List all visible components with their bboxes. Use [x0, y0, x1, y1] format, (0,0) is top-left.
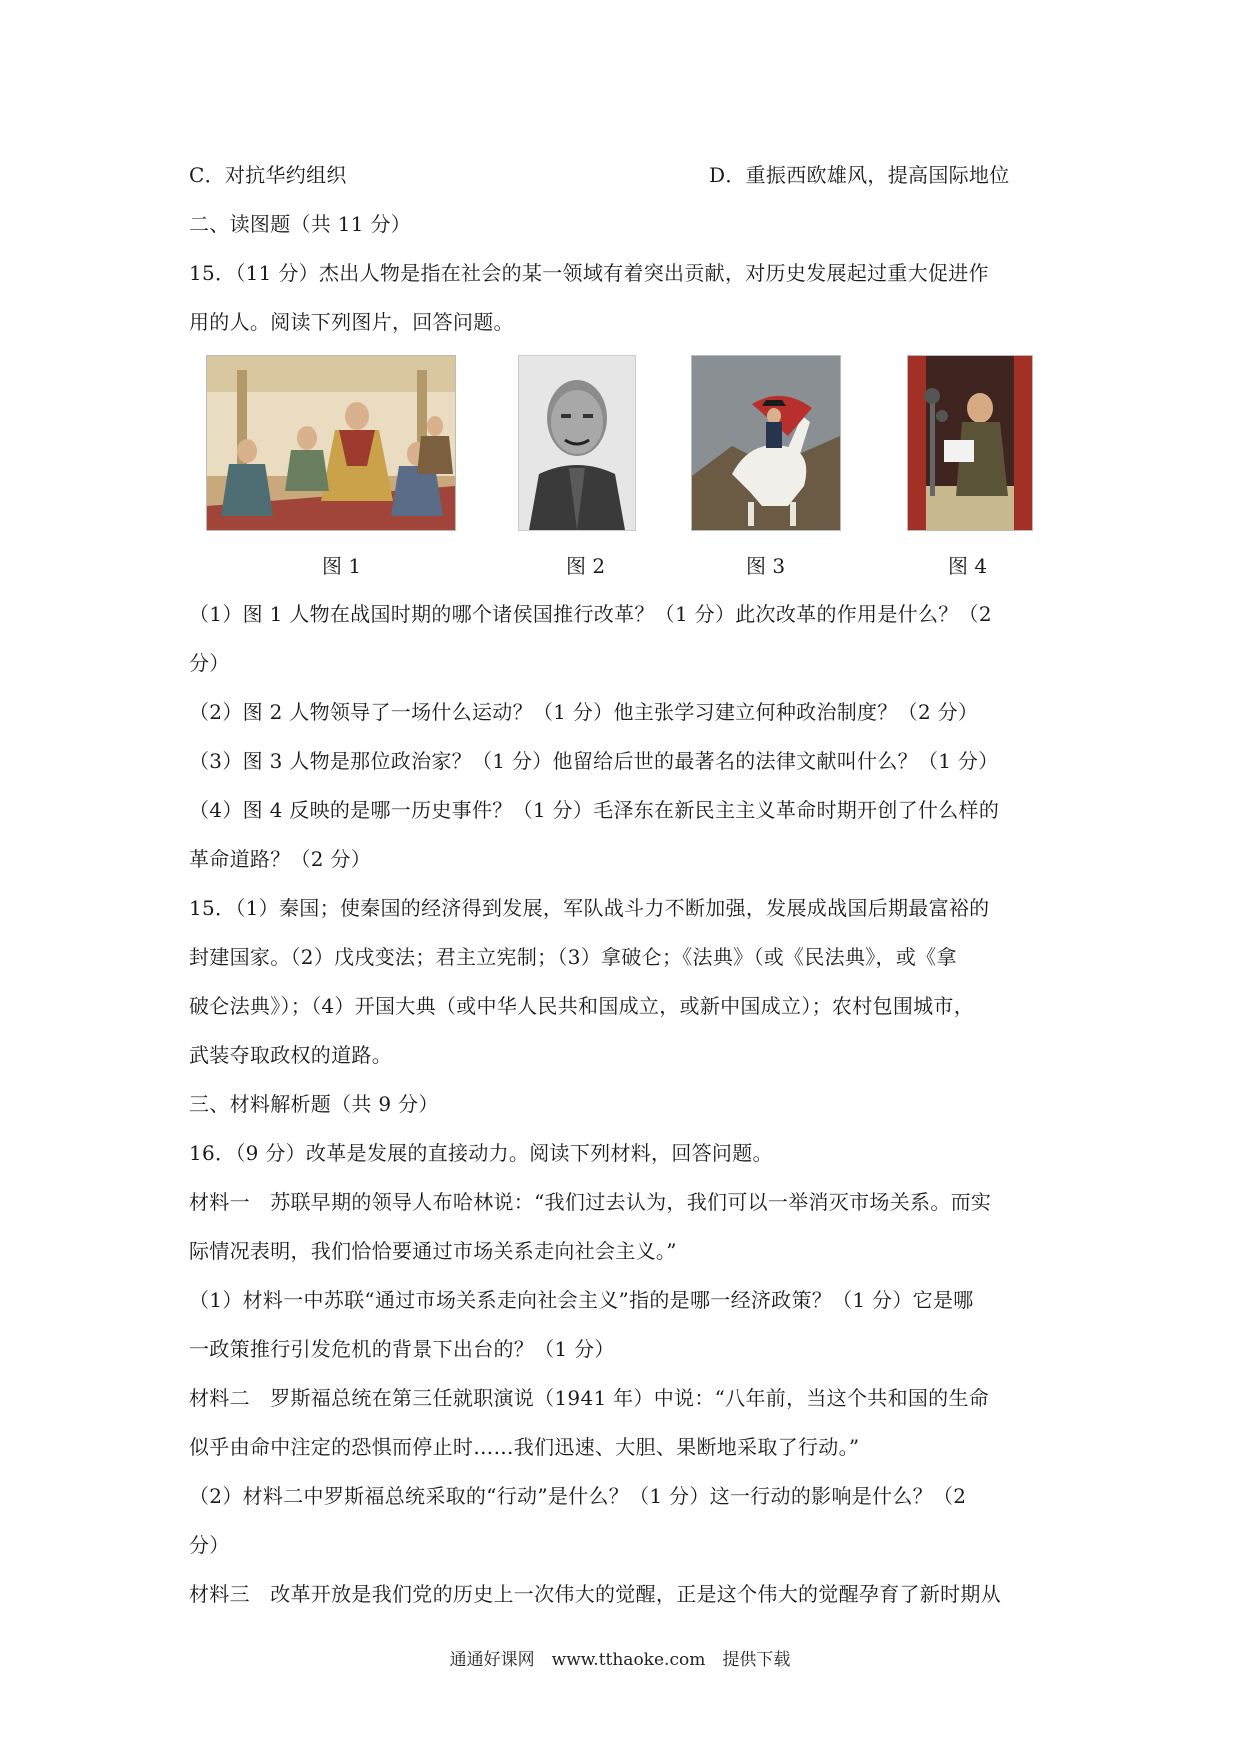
section-heading-material-analysis: 三、材料解析题（共 9 分）	[189, 1092, 439, 1116]
q15-stem-line-2: 用的人。阅读下列图片，回答问题。	[189, 310, 514, 334]
q16-material-2-line-1: 材料二 罗斯福总统在第三任就职演说（1941 年）中说：“八年前，当这个共和国的生命	[189, 1386, 990, 1410]
figure-3-napoleon	[691, 355, 841, 531]
figure-1-court-scene	[206, 355, 456, 531]
q15-stem-line-1: 15．（11 分）杰出人物是指在社会的某一领域有着突出贡献，对历史发展起过重大促进作	[189, 261, 989, 285]
answer15-line-4: 武装夺取政权的道路。	[189, 1043, 392, 1067]
q16-material-3-line-1: 材料三 改革开放是我们党的历史上一次伟大的觉醒，正是这个伟大的觉醒孕育了新时期从	[189, 1582, 1001, 1606]
q16-material-2-line-2: 似乎由命中注定的恐惧而停止时……我们迅速、大胆、果断地采取了行动。”	[189, 1435, 860, 1459]
section-heading-reading-figures: 二、读图题（共 11 分）	[189, 212, 412, 236]
figure-2-caption: 图 2	[566, 554, 606, 578]
figure-1-caption: 图 1	[322, 554, 362, 578]
figure-3-caption: 图 3	[746, 554, 786, 578]
q15-sub1-line-2: 分）	[189, 651, 230, 675]
option-c: C．对抗华约组织	[189, 163, 347, 187]
answer15-line-2: 封建国家。（2）戊戌变法；君主立宪制；（3）拿破仑；《法典》（或《民法典》，或《拿	[189, 945, 957, 969]
q16-sub1-line-2: 一政策推行引发危机的背景下出台的？（1 分）	[189, 1337, 615, 1361]
q16-sub1-line-1: （1）材料一中苏联“通过市场关系走向社会主义”指的是哪一经济政策？（1 分）它是哪	[189, 1288, 974, 1312]
page-footer: 通通好课网 www.tthaoke.com 提供下载	[449, 1650, 791, 1670]
q16-material-1-line-1: 材料一 苏联早期的领导人布哈林说：“我们过去认为，我们可以一举消灭市场关系。而实	[189, 1190, 992, 1214]
q16-sub2-line-2: 分）	[189, 1533, 230, 1557]
q16-sub2-line-1: （2）材料二中罗斯福总统采取的“行动”是什么？（1 分）这一行动的影响是什么？（2	[189, 1484, 967, 1508]
q16-material-1-line-2: 际情况表明，我们恰恰要通过市场关系走向社会主义。”	[189, 1239, 677, 1263]
q15-sub1-line-1: （1）图 1 人物在战国时期的哪个诸侯国推行改革？（1 分）此次改革的作用是什么？（2	[189, 602, 992, 626]
option-d: D．重振西欧雄风，提高国际地位	[709, 163, 1010, 187]
figure-row	[0, 355, 1240, 535]
q16-stem: 16．（9 分）改革是发展的直接动力。阅读下列材料，回答问题。	[189, 1141, 773, 1165]
figure-2-portrait	[518, 355, 636, 531]
q15-sub4-line-1: （4）图 4 反映的是哪一历史事件？（1 分）毛泽东在新民主主义革命时期开创了什么样的	[189, 798, 1000, 822]
answer15-line-3: 破仑法典》）；（4）开国大典（或中华人民共和国成立，或新中国成立）；农村包围城市，	[189, 994, 975, 1018]
q15-sub3: （3）图 3 人物是那位政治家？（1 分）他留给后世的最著名的法律文献叫什么？（1 分）	[189, 749, 999, 773]
figure-4-founding-ceremony	[907, 355, 1033, 531]
q15-sub4-line-2: 革命道路？（2 分）	[189, 847, 372, 871]
q15-sub2: （2）图 2 人物领导了一场什么运动？（1 分）他主张学习建立何种政治制度？（2 分）	[189, 700, 979, 724]
figure-4-caption: 图 4	[948, 554, 988, 578]
answer15-line-1: 15．（1）秦国；使秦国的经济得到发展，军队战斗力不断加强，发展成战国后期最富裕的	[189, 896, 990, 920]
option-row	[189, 162, 1059, 188]
